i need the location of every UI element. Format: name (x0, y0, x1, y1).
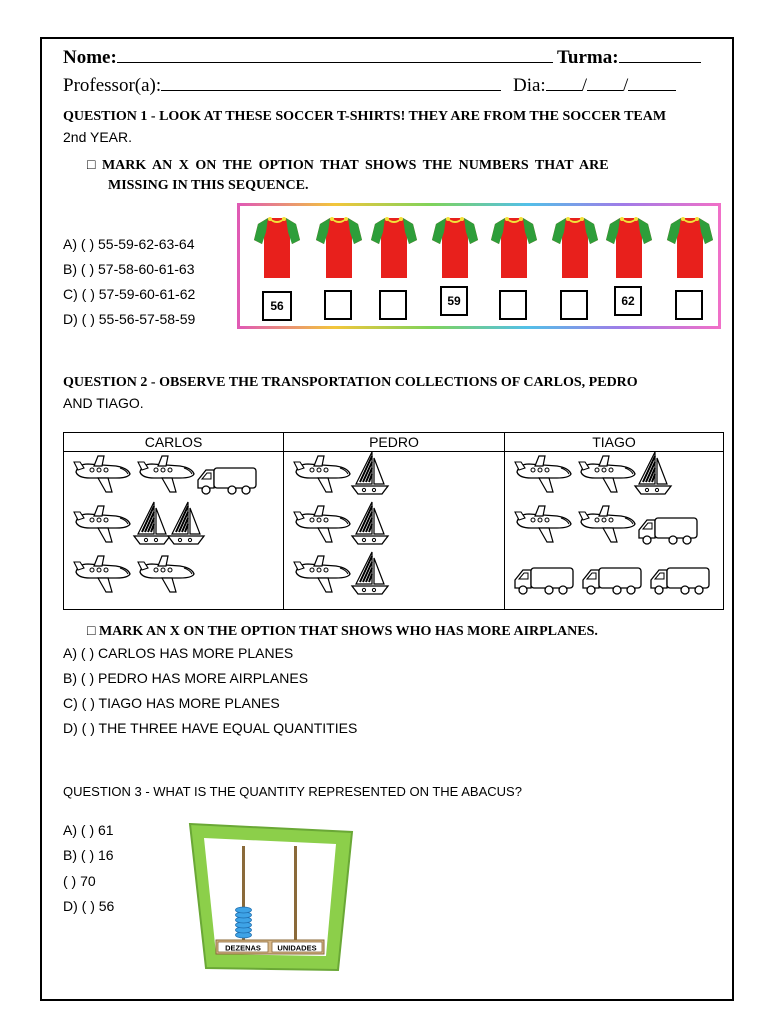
missing-number-box[interactable] (379, 290, 407, 320)
q3-option-c[interactable]: ( ) 70 (63, 873, 96, 889)
column-tiago: TIAGO (505, 433, 724, 452)
missing-number-box[interactable] (560, 290, 588, 320)
shirt-sequence-panel (237, 203, 721, 329)
soccer-shirt (432, 214, 478, 324)
day-label: Dia: (513, 75, 546, 96)
pedro-collection (284, 452, 505, 610)
airplane-icon (579, 506, 635, 542)
tens-label: DEZENAS (225, 943, 261, 953)
soccer-shirt (371, 214, 417, 324)
boat-icon (134, 502, 170, 544)
abacus-bead (236, 907, 252, 913)
soccer-shirt (667, 214, 713, 324)
airplane-icon (515, 506, 571, 542)
tiago-collection (505, 452, 724, 610)
q2-option-d[interactable]: D) ( ) THE THREE HAVE EQUAL QUANTITIES (63, 720, 358, 736)
airplane-icon (579, 456, 635, 492)
teacher-field[interactable] (161, 72, 501, 91)
missing-number-box[interactable] (324, 290, 352, 320)
class-field[interactable] (619, 44, 701, 63)
date-line: Dia: / / (513, 72, 676, 97)
shirt-number-box: 59 (440, 286, 468, 316)
missing-number-box[interactable] (675, 290, 703, 320)
q1-title-rest: 2nd YEAR. (63, 129, 133, 145)
class-label: Turma: (557, 47, 619, 68)
column-pedro: PEDRO (284, 433, 505, 452)
airplane-icon (74, 556, 130, 592)
q1-option-d[interactable]: D) ( ) 55-56-57-58-59 (63, 311, 196, 327)
airplane-icon (294, 456, 350, 492)
q3-option-b[interactable]: B) ( ) 16 (63, 847, 114, 863)
q2-title: QUESTION 2 - OBSERVE THE TRANSPORTATION COLLECTIONS OF CARLOS, PEDRO (63, 375, 638, 390)
soccer-shirt (552, 214, 598, 324)
month-field[interactable] (587, 72, 623, 91)
airplane-icon (294, 556, 350, 592)
class-line (557, 44, 701, 69)
shirt-number-box: 62 (614, 286, 642, 316)
q2-instruction: □ MARK AN X ON THE OPTION THAT SHOWS WHO HAS MORE AIRPLANES. (87, 624, 598, 639)
q2-option-b[interactable]: B) ( ) PEDRO HAS MORE AIRPLANES (63, 670, 309, 686)
units-rod (294, 846, 297, 942)
year-field[interactable] (628, 72, 676, 91)
q1-instruction: □ MARK AN X ON THE OPTION THAT SHOWS THE NUMBERS THAT ARE (87, 158, 609, 173)
truck-icon (639, 518, 697, 544)
airplane-icon (74, 456, 130, 492)
truck-icon (198, 468, 256, 494)
q1-title: QUESTION 1 - LOOK AT THESE SOCCER T-SHIRTS! THEY ARE FROM THE SOCCER TEAM (63, 109, 667, 124)
boat-icon (352, 452, 388, 494)
q2-title-rest: AND TIAGO. (63, 395, 144, 411)
missing-number-box[interactable] (499, 290, 527, 320)
truck-icon (651, 568, 709, 594)
q2-option-c[interactable]: C) ( ) TIAGO HAS MORE PLANES (63, 695, 280, 711)
airplane-icon (138, 456, 194, 492)
truck-icon (583, 568, 641, 594)
q3-option-a[interactable]: A) ( ) 61 (63, 822, 114, 838)
name-line (63, 44, 553, 69)
airplane-icon (515, 456, 571, 492)
q2-option-a[interactable]: A) ( ) CARLOS HAS MORE PLANES (63, 645, 294, 661)
shirt-number-box: 56 (262, 291, 292, 321)
q1-instruction-2: MISSING IN THIS SEQUENCE. (108, 178, 309, 193)
q3-option-d[interactable]: D) ( ) 56 (63, 898, 115, 914)
airplane-icon (74, 506, 130, 542)
q3-title: QUESTION 3 - WHAT IS THE QUANTITY REPRESENTED ON THE ABACUS? (63, 784, 522, 799)
day-field[interactable] (546, 72, 582, 91)
q1-option-b[interactable]: B) ( ) 57-58-60-61-63 (63, 261, 195, 277)
soccer-shirt (606, 214, 652, 324)
airplane-icon (294, 506, 350, 542)
boat-icon (168, 502, 204, 544)
boat-icon (352, 552, 388, 594)
transport-table (63, 432, 724, 610)
soccer-shirt (316, 214, 362, 324)
boat-icon (635, 452, 671, 494)
q1-option-a[interactable]: A) ( ) 55-59-62-63-64 (63, 236, 195, 252)
name-field[interactable] (117, 44, 553, 63)
abacus-image (188, 822, 354, 972)
soccer-shirt (254, 214, 300, 324)
teacher-line (63, 72, 501, 97)
truck-icon (515, 568, 573, 594)
teacher-label: Professor(a): (63, 75, 162, 96)
units-label: UNIDADES (277, 943, 317, 953)
q1-option-c[interactable]: C) ( ) 57-59-60-61-62 (63, 286, 196, 302)
column-carlos: CARLOS (64, 433, 284, 452)
carlos-collection (64, 452, 284, 610)
boat-icon (352, 502, 388, 544)
soccer-shirt (491, 214, 537, 324)
airplane-icon (138, 556, 194, 592)
name-label: Nome: (63, 47, 117, 68)
